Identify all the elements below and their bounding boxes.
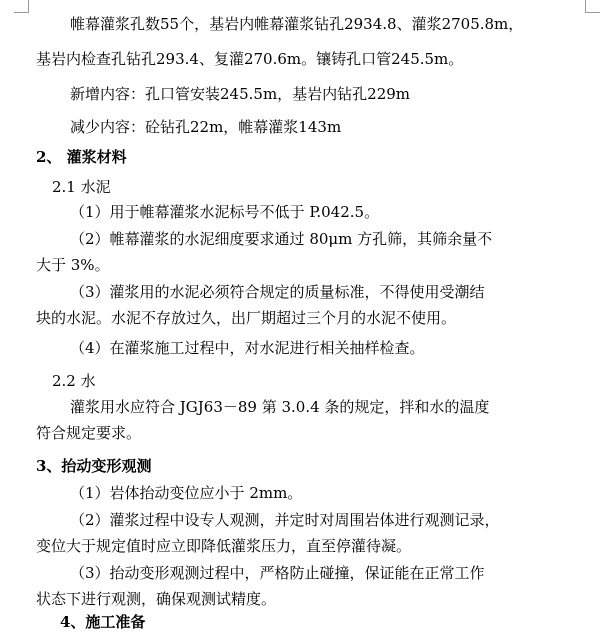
uplift-item-3-line-2: 状态下进行观测，确保观测试精度。 [36,590,277,608]
uplift-item-1: （1）岩体抬动变位应小于 2mm。 [70,484,303,502]
cement-item-3-line-1: （3）灌浆用的水泥必须符合规定的质量标准，不得使用受潮结 [70,283,485,301]
uplift-item-2-line-2: 变位大于规定值时应立即降低灌浆压力，直至停灌待凝。 [36,537,412,555]
uplift-item-2-line-1: （2）灌浆过程中设专人观测，并定时对周围岩体进行观测记录， [70,511,500,529]
cement-item-2-line-2: 大于 3%。 [36,256,110,274]
subheading-cement: 2.1 水泥 [52,178,111,196]
paragraph-reduced-content: 减少内容：砼钻孔22m，帷幕灌浆143m [70,118,342,136]
cement-item-3-line-2: 块的水泥。水泥不存放过久，出厂期超过三个月的水泥不使用。 [36,309,457,327]
paragraph-added-content: 新增内容：孔口管安装245.5m，基岩内钻孔229m [70,85,411,103]
uplift-item-3-line-1: （3）抬动变形观测过程中，严格防止碰撞，保证能在正常工作 [70,564,485,582]
cement-item-4: （4）在灌浆施工过程中，对水泥进行相关抽样检查。 [70,339,425,357]
heading-uplift-monitoring: 3、抬动变形观测 [36,457,152,475]
water-paragraph-line-2: 符合规定要求。 [36,424,142,442]
heading-grouting-materials: 2、 灌浆材料 [36,148,127,166]
paragraph-grouting-summary-line-1: 帷幕灌浆孔数55个，基岩内帷幕灌浆钻孔2934.8、灌浆2705.8m， [70,15,524,33]
cement-item-2-line-1: （2）帷幕灌浆的水泥细度要求通过 80μm 方孔筛，其筛余量不 [70,230,493,248]
paragraph-grouting-summary-line-2: 基岩内检查孔钻孔293.4、复灌270.6m。镶铸孔口管245.5m。 [36,50,464,68]
cement-item-1: （1）用于帷幕灌浆水泥标号不低于 P.042.5。 [70,203,380,221]
next-heading-cut-off: 4、施工准备 [60,613,146,631]
water-paragraph-line-1: 灌浆用水应符合 JGJ63－89 第 3.0.4 条的规定，拌和水的温度 [70,398,490,416]
subheading-water: 2.2 水 [52,372,96,390]
